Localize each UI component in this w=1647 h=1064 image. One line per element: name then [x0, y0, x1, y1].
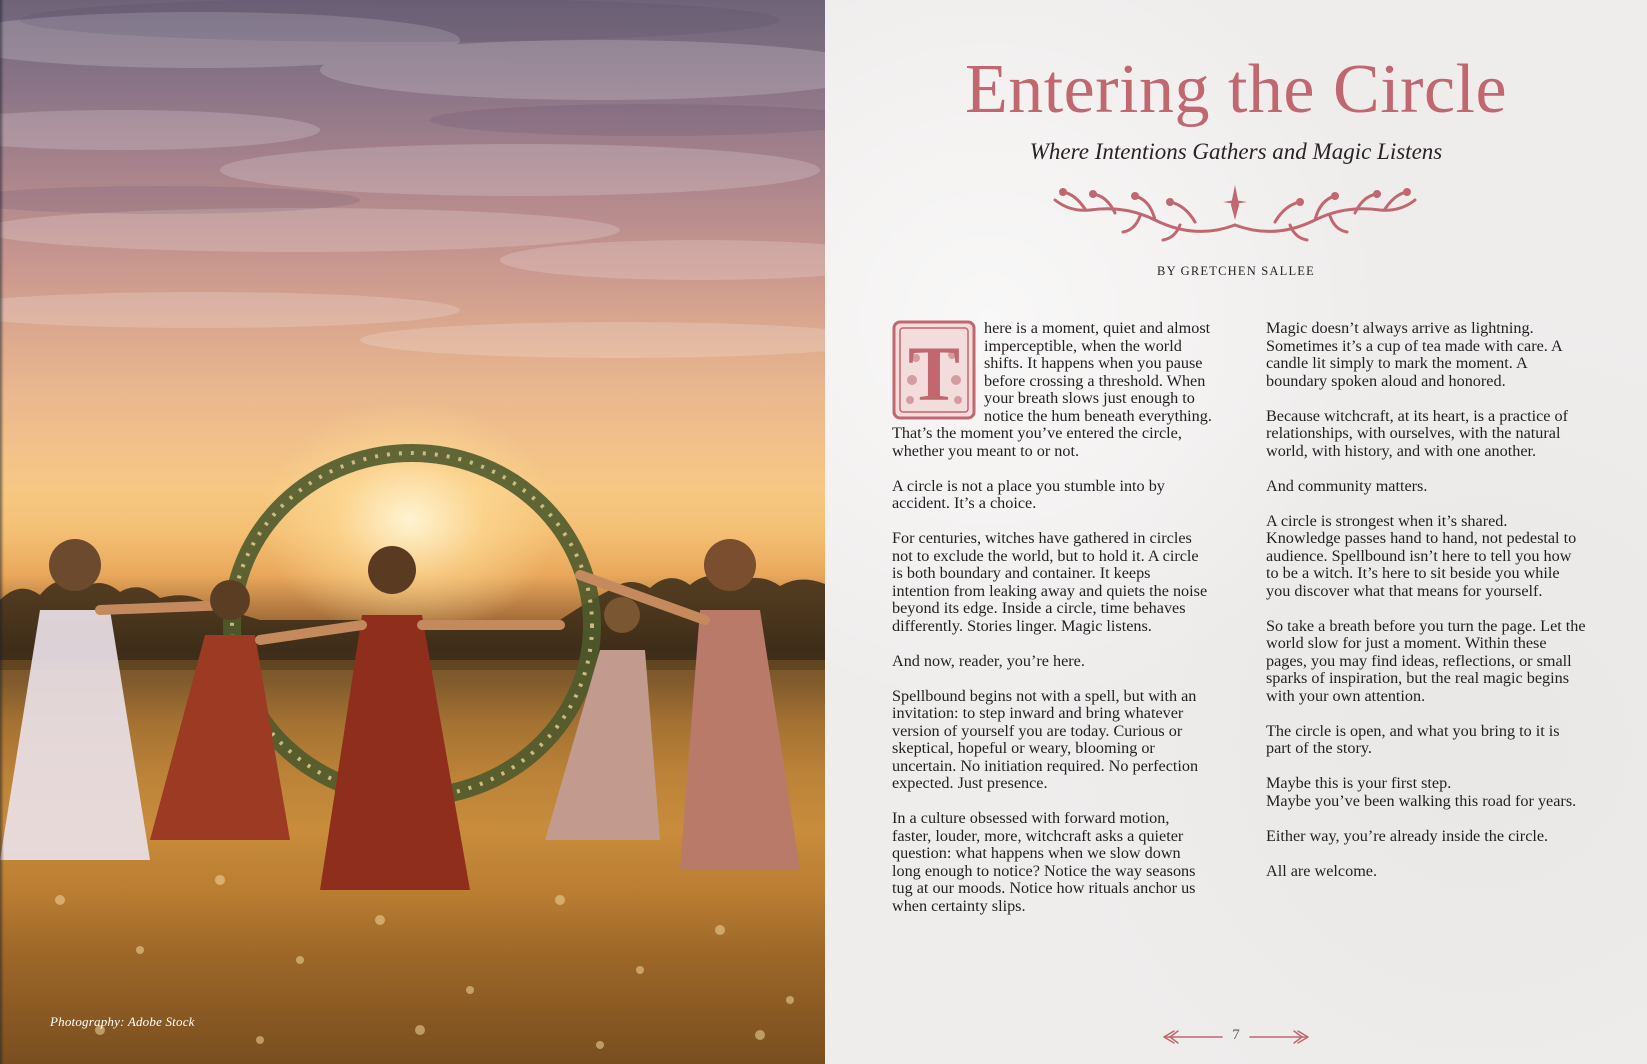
paragraph: A circle is not a place you stumble into by accident. It’s a choice. [892, 476, 1165, 512]
paragraph: So take a breath before you turn the page. Let the world slow for just a moment. Within these pages, you may find ideas, reflections, or small sparks of inspiration, but the real magic begins with your own attention. [1266, 616, 1586, 705]
article-subtitle: Where Intentions Gathers and Magic Listens [1029, 139, 1443, 164]
paragraph: All are welcome. [1266, 861, 1378, 880]
paragraph: Magic doesn’t always arrive as lightning. Sometimes it’s a cup of tea made with care. A candle lit simply to mark the moment. A boundary spoken aloud and honored. [1266, 319, 1562, 390]
paragraph: here is a moment, quiet and almost imperceptible, when the world shifts. It happens when you pause before crossing a threshold. When your breath slows just enough to notice the hum beneath everything. That’s the moment you’ve entered the circle, whether you meant to or not. [892, 319, 1212, 460]
paragraph: Spellbound begins not with a spell, but with an invitation: to step inward and bring whatever version of yourself you are today. Curious or skeptical, hopeful or weary, blooming or uncertain. No initiation required. No perfection expected. Just presence. [892, 686, 1199, 792]
paragraph: A circle is strongest when it’s shared. Knowledge passes hand to hand, not pedestal to audience. Spellbound isn’t here to tell you how to be a witch. It’s here to sit beside you while you discover what that means for yourself. [1266, 511, 1577, 600]
floral-vine-divider-icon [1045, 180, 1425, 246]
paragraph: The circle is open, and what you bring to it is part of the story. [1266, 721, 1560, 757]
article-page [825, 0, 1647, 1064]
article-byline: BY GRETCHEN SALLEE [1157, 264, 1315, 278]
article-column-right [1266, 320, 1586, 898]
article-column-left [892, 320, 1212, 933]
page-number: 7 [1232, 1027, 1240, 1043]
illuminated-dropcap-icon [892, 320, 976, 420]
paragraph: And community matters. [1266, 476, 1428, 495]
paragraph: Maybe you’ve been walking this road for years. [1266, 791, 1577, 810]
photo-credit: Photography: Adobe Stock [50, 1014, 195, 1029]
paragraph: Maybe this is your first step. [1266, 774, 1452, 792]
paragraph: In a culture obsessed with forward motion, faster, louder, more, witchcraft asks a quieter question: what happens when we slow down long enough to notice? Notice the way seasons tug at our moods. Notice how rituals anchor us when certainty slips. [892, 809, 1196, 915]
paragraph: For centuries, witches have gathered in circles not to exclude the world, but to hold it. A circle is both boundary and container. It keeps intention from leaking away and quiets the noise beyond its edge. Inside a circle, time behaves differently. Stories linger. Magic listens. [892, 529, 1208, 635]
paragraph: Because witchcraft, at its heart, is a practice of relationships, with ourselves, with the natural world, with history, and with one another. [1266, 406, 1569, 460]
dropcap-letter: T [907, 330, 961, 417]
paragraph: Either way, you’re already inside the circle. [1266, 826, 1549, 845]
page-edge-shadow [0, 0, 4, 1064]
article-title: Entering the Circle [964, 51, 1508, 128]
paragraph: And now, reader, you’re here. [892, 651, 1085, 670]
